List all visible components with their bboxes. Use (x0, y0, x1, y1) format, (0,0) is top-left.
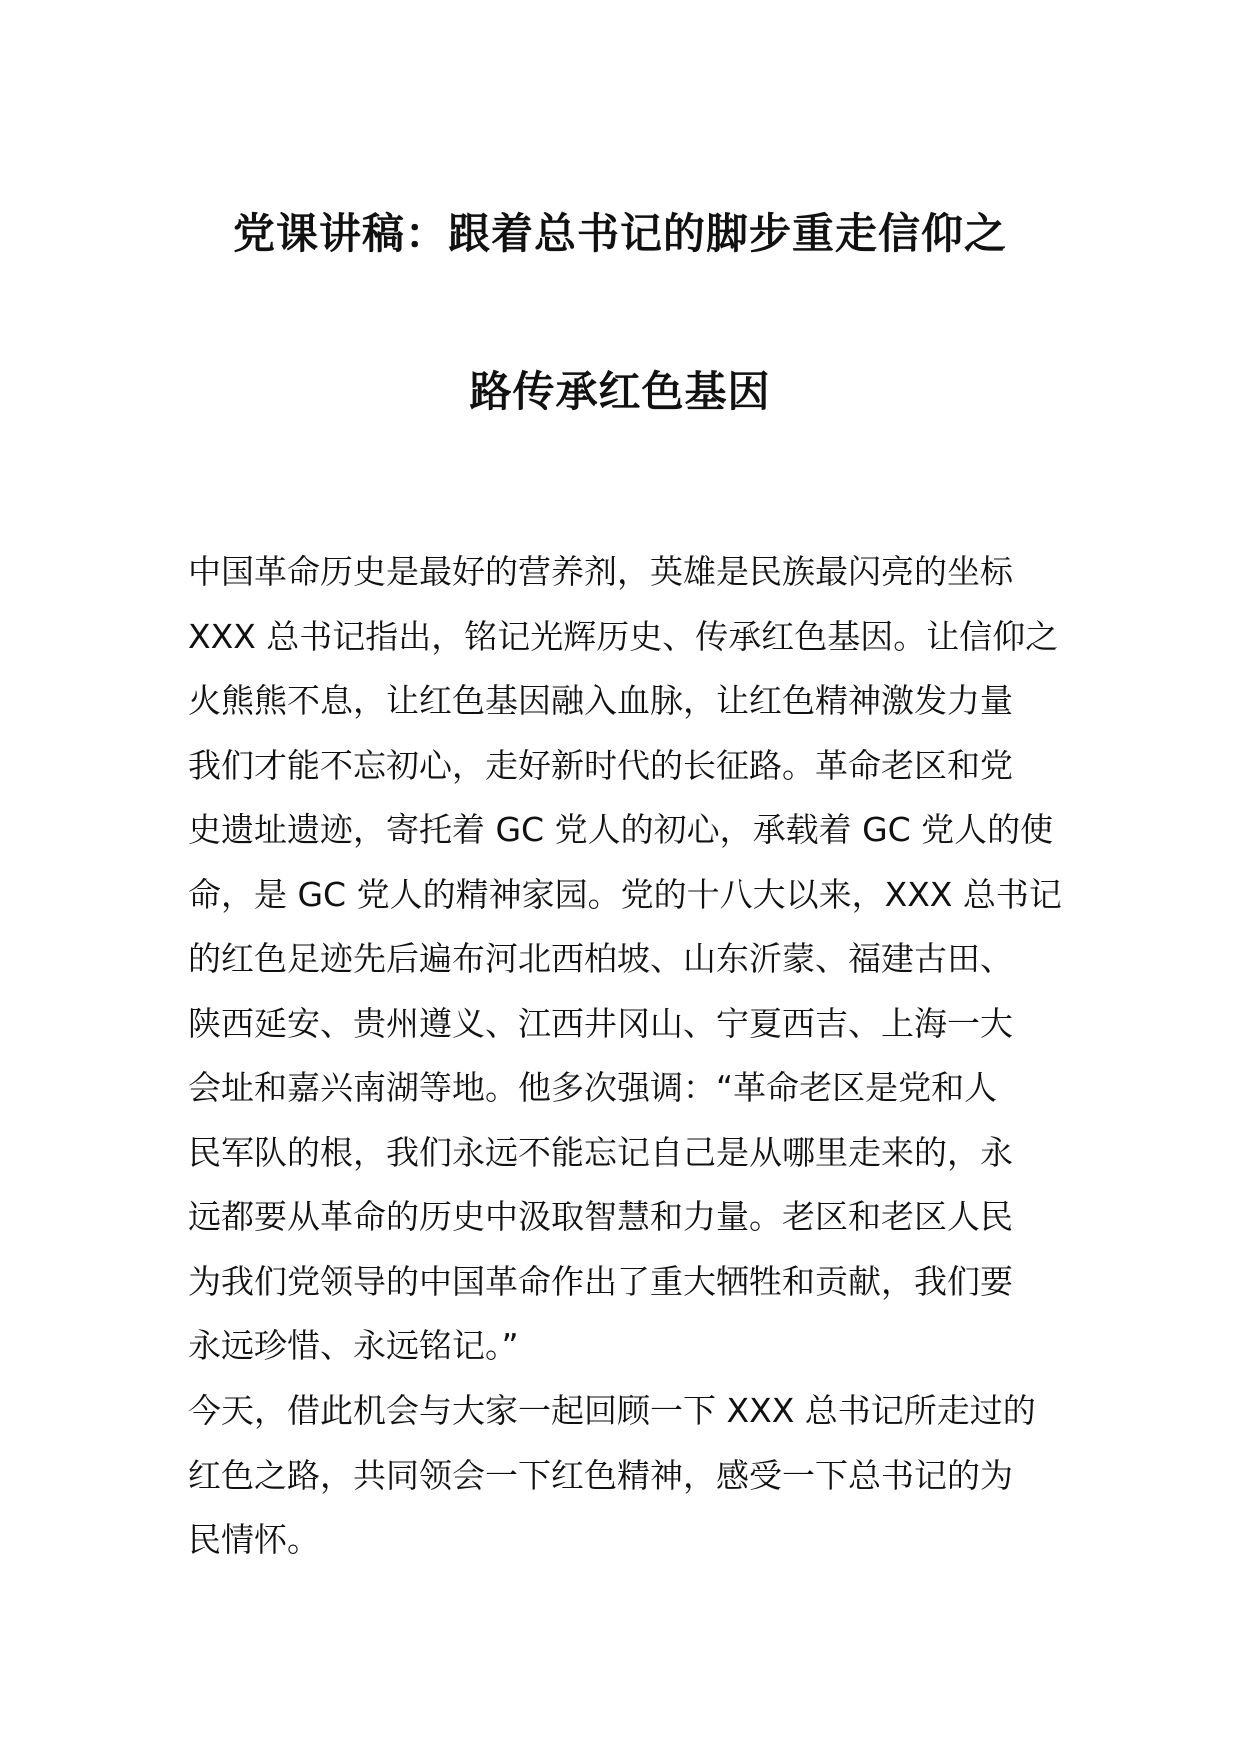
paragraph-line: 红色之路，共同领会一下红色精神，感受一下总书记的为 (188, 1455, 1013, 1495)
paragraph-line: 我们才能不忘初心，走好新时代的长征路。革命老区和党 (188, 745, 1013, 785)
paragraph-line: 的红色足迹先后遍布河北西柏坡、山东沂蒙、福建古田、 (188, 939, 1013, 978)
paragraph-line: 史遗址遗迹，寄托着 GC 党人的初心，承载着 GC 党人的使 (188, 810, 1054, 849)
document-title-line-1: 党课讲稿：跟着总书记的脚步重走信仰之 (232, 209, 1007, 258)
paragraph-line: 陕西延安、贵州遵义、江西井冈山、宁夏西吉、上海一大 (188, 1003, 1013, 1043)
paragraph-line: 永远珍惜、永远铭记。” (188, 1326, 519, 1365)
paragraph-line: 今天，借此机会与大家一起回顾一下 XXX 总书记所走过的 (188, 1391, 1036, 1430)
paragraph-line: 会址和嘉兴南湖等地。他多次强调：“革命老区是党和人 (188, 1068, 998, 1107)
paragraph-line: 为我们党领导的中国革命作出了重大牺牲和贡献，我们要 (188, 1261, 1013, 1301)
paragraph-line: 民情怀。 (188, 1520, 320, 1559)
paragraph-line: 中国革命历史是最好的营养剂，英雄是民族最闪亮的坐标 (188, 552, 1013, 591)
paragraph-line: 命，是 GC 党人的精神家园。党的十八大以来，XXX 总书记 (188, 874, 1062, 914)
paragraph-line: 火熊熊不息，让红色基因融入血脉，让红色精神激发力量 (188, 681, 1013, 720)
document-title-line-2: 路传承红色基因 (469, 367, 771, 416)
paragraph-line: 民军队的根，我们永远不能忘记自己是从哪里走来的，永 (188, 1132, 1013, 1172)
paragraph-2 (188, 1379, 1068, 1573)
paragraph-line: 远都要从革命的历史中汲取智慧和力量。老区和老区人民 (188, 1197, 1013, 1236)
paragraph-1 (188, 540, 1068, 1379)
paragraph-line: XXX 总书记指出，铭记光辉历史、传承红色基因。让信仰之 (188, 616, 1059, 656)
